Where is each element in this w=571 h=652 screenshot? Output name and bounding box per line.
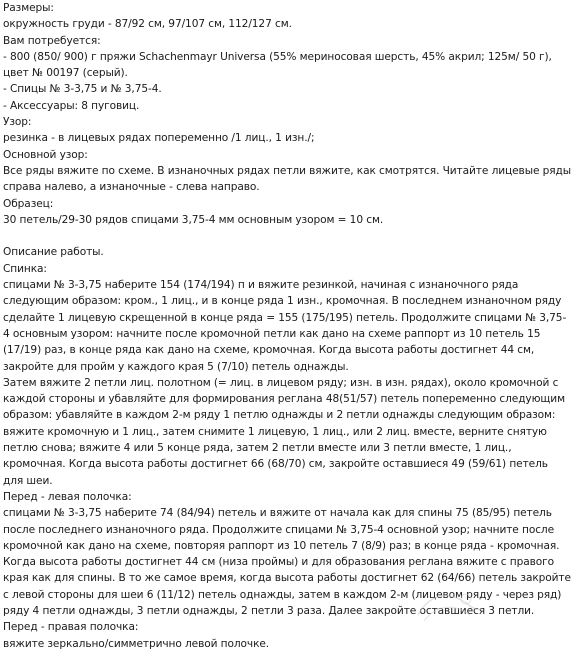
text-line: следующим образом: кром., 1 лиц., и в конце ряда 1 изн., кромочная. В последнем изнаночном ряду: [3, 295, 562, 308]
text-line: края как для спины. В то же самое время, когда высота работы достигнет 62 (64/66) петель закройте: [3, 572, 571, 585]
text-line: Когда высота работы достигнет 44 см (низа проймы) и для образования реглана вяжите с правого: [3, 556, 554, 569]
text-line: вяжите кромочную и 1 лиц., затем снимите 1 лицевую, 1 лиц., или 2 лиц. вместе, верните снятую: [3, 425, 547, 438]
text-line: после последнего изнаночного ряда. Продолжите спицами № 3,75-4 основной узор; начните после: [3, 523, 555, 536]
heading-pattern: Узор:: [3, 116, 32, 129]
text-line: спицами № 3-3,75 наберите 154 (174/194) п и вяжите резинкой, начиная с изнаночного ряда: [3, 279, 519, 292]
blank-line: [3, 228, 497, 244]
text-line: справа налево, а изнаночные - слева направо.: [3, 181, 260, 194]
heading-sizes: Размеры:: [3, 2, 54, 14]
document-body: [3, 0, 571, 652]
text-line: сделайте 1 лицевую скрещенной в конце ряда = 155 (175/195) петель. Продолжите спицами № 3,75-: [3, 311, 567, 324]
heading-left-front: Перед - левая полочка:: [3, 490, 132, 503]
text-line: - Спицы № 3-3,75 и № 3,75-4.: [3, 83, 162, 96]
text-line: закройте для пройм у каждого края 5 (7/10) петель однажды.: [3, 360, 349, 373]
text-line: цвет № 00197 (серый).: [3, 67, 128, 80]
text-line: (17/19) раз, в конце ряда как дано на схеме, кромочная. Когда высота работы достигнет 44 см,: [3, 344, 535, 357]
heading-materials: Вам потребуется:: [3, 34, 101, 47]
text-line: окружность груди - 87/92 см, 97/107 см, 112/127 см.: [3, 18, 292, 31]
text-line: для шеи.: [3, 474, 53, 487]
text-line: кромочная. Когда высота работы достигнет 66 (68/70) см, закройте оставшиеся 49 (59/61) петель: [3, 458, 548, 471]
heading-main-pattern: Основной узор:: [3, 148, 88, 161]
text-line: каждой стороны и убавляйте для формирования реглана 48(51/57) петель попеременно следующим: [3, 393, 565, 406]
text-line: с левой стороны для шеи 6 (11/12) петель однажды, затем в каждом 2-м (лицевом ряду - через ряд): [3, 588, 562, 601]
text-line: - 800 (850/ 900) г пряжи Schachenmayr Universa (55% мериносовая шерсть, 45% акрил; 125м/ 50 г),: [3, 50, 552, 63]
text-line: 4 основным узором: начните после кромочной петли как дано на схеме раппорт из 10 петель 15: [3, 327, 541, 340]
heading-description: Описание работы.: [3, 246, 104, 259]
text-line: Затем вяжите 2 петли лиц. полотном (= лиц. в лицевом ряду; изн. в изн. рядах), около кромочной с: [3, 376, 559, 389]
heading-gauge: Образец:: [3, 197, 54, 210]
text-line: вяжите зеркально/симметрично левой полочке.: [3, 637, 270, 650]
heading-right-front: Перед - правая полочка:: [3, 621, 139, 634]
text-line: Все ряды вяжите по схеме. В изнаночных рядах петли вяжите, как смотрятся. Читайте лицевые ряды: [3, 164, 571, 177]
text-line: образом: убавляйте в каждом 2-м ряду 1 петлю однажды и 2 петли однажды следующим образом:: [3, 409, 556, 422]
text-line: спицами № 3-3,75 наберите 74 (84/94) петель и вяжите от начала как для спины 75 (85/95) петель: [3, 507, 552, 520]
text-line: кромочной как дано на схеме, повторяя раппорт из 10 петель 7 (8/9) раз; в конце ряда - кромочная.: [3, 539, 560, 552]
heading-back: Спинка:: [3, 262, 47, 275]
text-line: петлю снова; вяжите 4 или 5 конце ряда, затем 2 петли вместе или 3 петли вместе, 1 лиц.,: [3, 442, 512, 455]
text-line: резинка - в лицевых рядах попеременно /1 лиц., 1 изн./;: [3, 132, 315, 145]
text-line: - Аксессуары: 8 пуговиц.: [3, 99, 140, 112]
text-line: ряду 4 петли однажды, 3 петли однажды, 2 петли 3 раза. Далее закройте оставшиеся 3 петли.: [3, 604, 535, 617]
text-line: 30 петель/29-30 рядов спицами 3,75-4 мм основным узором = 10 см.: [3, 213, 384, 226]
